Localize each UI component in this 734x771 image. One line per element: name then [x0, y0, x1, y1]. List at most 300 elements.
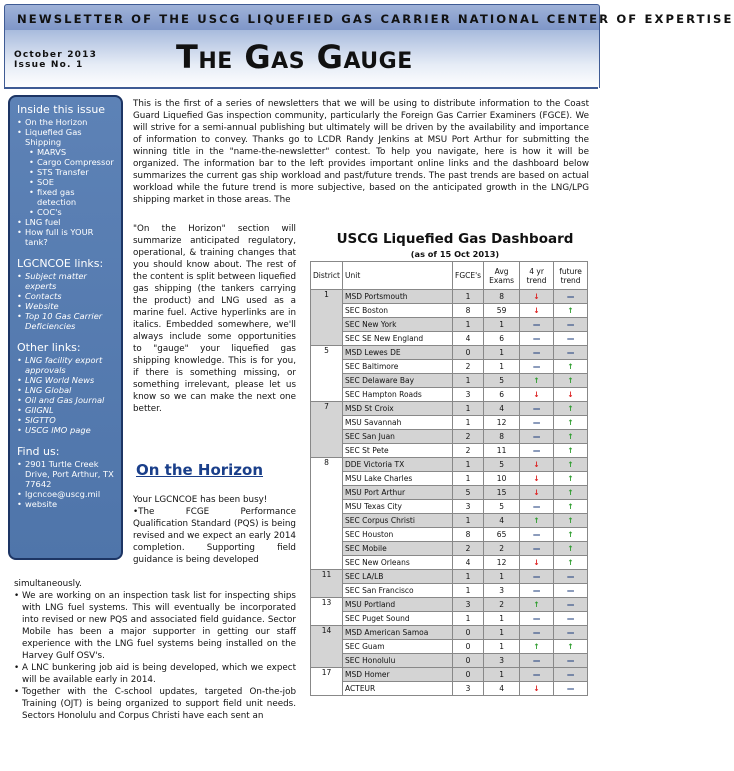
avg-exams-cell: 1 [484, 360, 520, 374]
unit-cell: SEC LA/LB [343, 570, 453, 584]
intro-continued: "On the Horizon" section will summarize anticipated regulatory, operational, & training changes that you should know about. The rest of the content is split between liquefied gas shipping (the tankers carrying the product) and LNG used as a marine fuel. Active hyperlinks are in italics. Embedded somewhere, we'll always include some opportunities to "gauge" your liquefied gas shipping knowledge. This is for you, if there is something missing, or something irrelevant, please let us know so we can make the next one better. [133, 224, 296, 414]
district-cell: 7 [311, 402, 343, 458]
4yr-trend-arrow-flat-dash-icon: — [532, 418, 541, 427]
fgce-cell: 4 [453, 556, 484, 570]
on-the-horizon-heading: On the Horizon [136, 461, 264, 479]
fgce-cell: 1 [453, 570, 484, 584]
future-trend-arrow-up-arrow-icon: ↑ [567, 488, 574, 497]
fgce-cell: 8 [453, 528, 484, 542]
avg-exams-cell: 8 [484, 430, 520, 444]
dashboard-title: USCG Liquefied Gas Dashboard [336, 231, 574, 247]
unit-cell: SEC New York [343, 318, 453, 332]
avg-exams-cell: 5 [484, 374, 520, 388]
dashboard-row [311, 318, 588, 332]
dashboard-row [311, 682, 588, 696]
4yr-trend-cell [520, 654, 554, 668]
unit-cell: MSD St Croix [343, 402, 453, 416]
avg-exams-cell: 1 [484, 570, 520, 584]
future-trend-cell [554, 668, 588, 682]
dashboard-row [311, 640, 588, 654]
future-trend-arrow-up-arrow-icon: ↑ [567, 418, 574, 427]
4yr-trend-cell [520, 360, 554, 374]
future-trend-arrow-flat-dash-icon: — [566, 684, 575, 693]
banner-text: NEWSLETTER OF THE USCG LIQUEFIED GAS CARRIER NATIONAL CENTER OF EXPERTISE [17, 12, 734, 26]
4yr-trend-arrow-flat-dash-icon: — [532, 334, 541, 343]
4yr-trend-arrow-flat-dash-icon: — [532, 628, 541, 637]
future-trend-cell [554, 556, 588, 570]
fgce-cell: 4 [453, 332, 484, 346]
4yr-trend-arrow-up-arrow-icon: ↑ [533, 642, 540, 651]
unit-cell: ACTEUR [343, 682, 453, 696]
4yr-trend-arrow-flat-dash-icon: — [532, 404, 541, 413]
district-cell: 11 [311, 570, 343, 598]
unit-cell: SEC Baltimore [343, 360, 453, 374]
4yr-trend-cell [520, 458, 554, 472]
fgce-cell: 1 [453, 416, 484, 430]
future-trend-arrow-up-arrow-icon: ↑ [567, 516, 574, 525]
4yr-trend-cell [520, 556, 554, 570]
4yr-trend-arrow-up-arrow-icon: ↑ [533, 376, 540, 385]
4yr-trend-arrow-down-arrow-icon: ↓ [533, 474, 540, 483]
fgce-cell: 3 [453, 388, 484, 402]
4yr-trend-arrow-down-arrow-icon: ↓ [533, 684, 540, 693]
4yr-trend-arrow-flat-dash-icon: — [532, 502, 541, 511]
district-cell: 14 [311, 626, 343, 668]
dashboard-row [311, 346, 588, 360]
future-trend-cell [554, 290, 588, 304]
fgce-cell: 1 [453, 472, 484, 486]
future-trend-arrow-flat-dash-icon: — [566, 348, 575, 357]
unit-cell: SEC Hampton Roads [343, 388, 453, 402]
avg-exams-cell: 1 [484, 612, 520, 626]
future-trend-cell [554, 654, 588, 668]
avg-exams-cell: 59 [484, 304, 520, 318]
horizon-bullets [14, 578, 296, 722]
other-links-list [17, 355, 116, 435]
future-trend-cell [554, 598, 588, 612]
dashboard-row [311, 472, 588, 486]
fgce-cell: 2 [453, 542, 484, 556]
4yr-trend-arrow-down-arrow-icon: ↓ [533, 488, 540, 497]
future-trend-arrow-up-arrow-icon: ↑ [567, 502, 574, 511]
avg-exams-cell: 6 [484, 388, 520, 402]
future-trend-arrow-up-arrow-icon: ↑ [567, 446, 574, 455]
4yr-trend-arrow-flat-dash-icon: — [532, 656, 541, 665]
unit-cell: SEC Delaware Bay [343, 374, 453, 388]
4yr-trend-cell [520, 290, 554, 304]
fgce-cell: 2 [453, 360, 484, 374]
horizon-bullet: • We are working on an inspection task list for inspecting ships with LNG fuel systems. This will eventually be incorporated into revised or new PQS and associated field guidance. Sector Mobile has been a major supporter in getting our staff experience with the LNG fuel systems being installed on the Harvey Gulf OSV's. [14, 590, 296, 662]
dashboard-row [311, 332, 588, 346]
avg-exams-cell: 4 [484, 514, 520, 528]
future-trend-cell [554, 528, 588, 542]
fgce-cell: 0 [453, 654, 484, 668]
4yr-trend-arrow-flat-dash-icon: — [532, 446, 541, 455]
other-link[interactable]: • Oil and Gas Journal [17, 395, 116, 405]
district-cell: 17 [311, 668, 343, 696]
avg-exams-cell: 4 [484, 682, 520, 696]
fgce-cell: 1 [453, 584, 484, 598]
dashboard-row [311, 416, 588, 430]
find-us-list [17, 459, 116, 509]
other-link[interactable]: • LNG World News [17, 375, 116, 385]
avg-exams-cell: 12 [484, 416, 520, 430]
future-trend-cell [554, 416, 588, 430]
4yr-trend-cell [520, 346, 554, 360]
inside-issue-item: • STS Transfer [17, 167, 116, 177]
future-trend-arrow-up-arrow-icon: ↑ [567, 306, 574, 315]
future-trend-arrow-flat-dash-icon: — [566, 614, 575, 623]
col-header-future-trend: future trend [554, 262, 588, 290]
inside-issue-item: • On the Horizon [17, 117, 116, 127]
future-trend-arrow-flat-dash-icon: — [566, 334, 575, 343]
other-link[interactable]: • USCG IMO page [17, 425, 116, 435]
dashboard-row [311, 500, 588, 514]
future-trend-cell [554, 374, 588, 388]
future-trend-cell [554, 472, 588, 486]
fgce-cell: 3 [453, 682, 484, 696]
unit-cell: SEC Honolulu [343, 654, 453, 668]
4yr-trend-cell [520, 416, 554, 430]
future-trend-cell [554, 430, 588, 444]
future-trend-cell [554, 612, 588, 626]
district-cell: 5 [311, 346, 343, 402]
future-trend-arrow-flat-dash-icon: — [566, 656, 575, 665]
district-cell: 13 [311, 598, 343, 626]
future-trend-cell [554, 444, 588, 458]
masthead-divider [4, 87, 598, 89]
dashboard-row [311, 626, 588, 640]
fgce-cell: 1 [453, 514, 484, 528]
inside-issue-item: • MARVS [17, 147, 116, 157]
unit-cell: MSD Portsmouth [343, 290, 453, 304]
4yr-trend-cell [520, 542, 554, 556]
avg-exams-cell: 1 [484, 318, 520, 332]
lgcncoe-link[interactable]: • Website [17, 301, 116, 311]
dashboard-row [311, 486, 588, 500]
future-trend-arrow-up-arrow-icon: ↑ [567, 432, 574, 441]
fgce-cell: 1 [453, 458, 484, 472]
future-trend-arrow-up-arrow-icon: ↑ [567, 460, 574, 469]
future-trend-arrow-down-arrow-icon: ↓ [567, 390, 574, 399]
4yr-trend-cell [520, 640, 554, 654]
avg-exams-cell: 12 [484, 556, 520, 570]
unit-cell: SEC Houston [343, 528, 453, 542]
4yr-trend-arrow-flat-dash-icon: — [532, 432, 541, 441]
dashboard-header-row [311, 262, 588, 290]
lgcncoe-link[interactable]: • Contacts [17, 291, 116, 301]
future-trend-cell [554, 626, 588, 640]
inside-issue-item: • LNG fuel [17, 217, 116, 227]
4yr-trend-arrow-up-arrow-icon: ↑ [533, 516, 540, 525]
fgce-cell: 1 [453, 402, 484, 416]
intro-paragraph: This is the first of a series of newsletters that we will be using to distribute information to the Coast Guard Liquefied Gas inspection community, particularly the Foreign Gas Carrier Examiners (FGCE). We will strive for a semi-annual publishing but ultimately will be driven by the availability and importance of information to convey. Thanks go to LCDR Randy Jenkins at MSU Port Arthur for submitting the winning title in the "name-the-newsletter" contest. To help you navigate, here is how it will be organized. The information bar to the left provides important online links and the dashboard below summarizes the current gas ship workload and past/future trends. The past trends are based on actual workload while the future trend is more subjective, based on the anticipated growth in the LNG/LPG shipping market in those areas. The [133, 99, 589, 205]
unit-cell: MSU Texas City [343, 500, 453, 514]
fgce-cell: 0 [453, 668, 484, 682]
fgce-cell: 3 [453, 598, 484, 612]
unit-cell: SEC San Francisco [343, 584, 453, 598]
4yr-trend-arrow-flat-dash-icon: — [532, 544, 541, 553]
avg-exams-cell: 5 [484, 500, 520, 514]
unit-cell: SEC Guam [343, 640, 453, 654]
dashboard-row [311, 360, 588, 374]
future-trend-cell [554, 640, 588, 654]
future-trend-arrow-up-arrow-icon: ↑ [567, 642, 574, 651]
other-links-heading: Other links: [17, 341, 81, 354]
lgcncoe-links-list [17, 271, 116, 331]
inside-issue-item: • COC's [17, 207, 116, 217]
avg-exams-cell: 6 [484, 332, 520, 346]
inside-issue-list [17, 117, 116, 247]
avg-exams-cell: 8 [484, 290, 520, 304]
4yr-trend-cell [520, 682, 554, 696]
fgce-cell: 2 [453, 430, 484, 444]
inside-issue-item: • fixed gas detection [17, 187, 116, 207]
dashboard-row [311, 402, 588, 416]
inside-issue-item: • SOE [17, 177, 116, 187]
4yr-trend-cell [520, 430, 554, 444]
future-trend-cell [554, 332, 588, 346]
fgce-cell: 2 [453, 444, 484, 458]
fgce-cell: 3 [453, 500, 484, 514]
unit-cell: SEC San Juan [343, 430, 453, 444]
unit-cell: MSD American Samoa [343, 626, 453, 640]
horizon-bullet: • A LNC bunkering job aid is being developed, which we expect will be available early in 2014. [14, 662, 296, 686]
find-us-item: • 2901 Turtle Creek Drive, Port Arthur, TX 77642 [17, 459, 116, 489]
future-trend-cell [554, 318, 588, 332]
fgce-cell: 8 [453, 304, 484, 318]
avg-exams-cell: 5 [484, 458, 520, 472]
unit-cell: SEC SE New England [343, 332, 453, 346]
find-us-item[interactable]: • website [17, 499, 116, 509]
future-trend-cell [554, 346, 588, 360]
4yr-trend-cell [520, 444, 554, 458]
future-trend-arrow-up-arrow-icon: ↑ [567, 558, 574, 567]
4yr-trend-arrow-flat-dash-icon: — [532, 348, 541, 357]
other-link[interactable]: • LNG facility export approvals [17, 355, 116, 375]
future-trend-cell [554, 360, 588, 374]
future-trend-cell [554, 514, 588, 528]
4yr-trend-cell [520, 500, 554, 514]
future-trend-cell [554, 486, 588, 500]
4yr-trend-cell [520, 318, 554, 332]
dashboard-row [311, 290, 588, 304]
4yr-trend-arrow-down-arrow-icon: ↓ [533, 306, 540, 315]
other-link[interactable]: • LNG Global [17, 385, 116, 395]
4yr-trend-arrow-down-arrow-icon: ↓ [533, 390, 540, 399]
dashboard-row [311, 570, 588, 584]
unit-cell: SEC Mobile [343, 542, 453, 556]
4yr-trend-arrow-down-arrow-icon: ↓ [533, 292, 540, 301]
future-trend-arrow-flat-dash-icon: — [566, 572, 575, 581]
4yr-trend-arrow-flat-dash-icon: — [532, 362, 541, 371]
inside-issue-item: • Liquefied Gas Shipping [17, 127, 116, 147]
future-trend-cell [554, 570, 588, 584]
unit-cell: MSD Homer [343, 668, 453, 682]
4yr-trend-cell [520, 612, 554, 626]
horizon-pqs-continued: simultaneously. [14, 579, 82, 589]
dashboard-row [311, 388, 588, 402]
fgce-cell: 1 [453, 290, 484, 304]
avg-exams-cell: 2 [484, 542, 520, 556]
4yr-trend-cell [520, 570, 554, 584]
4yr-trend-cell [520, 402, 554, 416]
avg-exams-cell: 4 [484, 402, 520, 416]
fgce-cell: 0 [453, 346, 484, 360]
dashboard-subtitle: (as of 15 Oct 2013) [410, 249, 500, 259]
dashboard-row [311, 556, 588, 570]
avg-exams-cell: 65 [484, 528, 520, 542]
avg-exams-cell: 11 [484, 444, 520, 458]
other-link[interactable]: • GIIGNL [17, 405, 116, 415]
lgcncoe-link[interactable]: • Subject matter experts [17, 271, 116, 291]
unit-cell: MSU Port Arthur [343, 486, 453, 500]
future-trend-arrow-flat-dash-icon: — [566, 586, 575, 595]
4yr-trend-cell [520, 528, 554, 542]
dashboard-row [311, 542, 588, 556]
col-header-4yr-trend: 4 yr trend [520, 262, 554, 290]
avg-exams-cell: 1 [484, 626, 520, 640]
horizon-bullet-list [14, 590, 296, 722]
future-trend-arrow-flat-dash-icon: — [566, 320, 575, 329]
4yr-trend-arrow-down-arrow-icon: ↓ [533, 558, 540, 567]
col-header-unit: Unit [343, 262, 453, 290]
col-header-district: District [311, 262, 343, 290]
future-trend-arrow-up-arrow-icon: ↑ [567, 544, 574, 553]
future-trend-arrow-up-arrow-icon: ↑ [567, 362, 574, 371]
dashboard-row [311, 584, 588, 598]
unit-cell: SEC Boston [343, 304, 453, 318]
dashboard-row [311, 654, 588, 668]
avg-exams-cell: 1 [484, 640, 520, 654]
unit-cell: MSU Portland [343, 598, 453, 612]
dashboard-row [311, 374, 588, 388]
inside-issue-heading: Inside this issue [17, 103, 106, 116]
unit-cell: MSU Lake Charles [343, 472, 453, 486]
horizon-paragraph [133, 494, 296, 566]
dashboard-row [311, 304, 588, 318]
dashboard-row [311, 514, 588, 528]
fgce-cell: 1 [453, 612, 484, 626]
horizon-intro: Your LGCNCOE has been busy! [133, 495, 268, 505]
inside-issue-item: • Cargo Compressor [17, 157, 116, 167]
future-trend-arrow-up-arrow-icon: ↑ [567, 474, 574, 483]
dashboard-row [311, 444, 588, 458]
dashboard-table [310, 261, 588, 696]
future-trend-arrow-flat-dash-icon: — [566, 292, 575, 301]
find-us-item[interactable]: • lgcncoe@uscg.mil [17, 489, 116, 499]
future-trend-cell [554, 304, 588, 318]
unit-cell: SEC Puget Sound [343, 612, 453, 626]
issue-date: October 2013 [14, 50, 98, 60]
unit-cell: MSU Savannah [343, 416, 453, 430]
4yr-trend-cell [520, 626, 554, 640]
col-header-fgce: FGCE's [453, 262, 484, 290]
future-trend-cell [554, 682, 588, 696]
horizon-pqs: •The FCGE Performance Qualification Standard (PQS) is being revised and we expect an early 2014 completion. Supporting field guidance is being developed [133, 507, 296, 565]
dashboard-row [311, 430, 588, 444]
fgce-cell: 1 [453, 318, 484, 332]
future-trend-cell [554, 500, 588, 514]
avg-exams-cell: 3 [484, 584, 520, 598]
lgcncoe-link[interactable]: • Top 10 Gas Carrier Deficiencies [17, 311, 116, 331]
fgce-cell: 5 [453, 486, 484, 500]
dashboard-row [311, 528, 588, 542]
unit-cell: DDE Victoria TX [343, 458, 453, 472]
fgce-cell: 0 [453, 640, 484, 654]
col-header-avg-exams: Avg Exams [484, 262, 520, 290]
avg-exams-cell: 10 [484, 472, 520, 486]
future-trend-arrow-up-arrow-icon: ↑ [567, 530, 574, 539]
dashboard-row [311, 668, 588, 682]
4yr-trend-cell [520, 598, 554, 612]
avg-exams-cell: 1 [484, 668, 520, 682]
4yr-trend-arrow-down-arrow-icon: ↓ [533, 460, 540, 469]
unit-cell: SEC Corpus Christi [343, 514, 453, 528]
fgce-cell: 0 [453, 626, 484, 640]
dashboard-row [311, 612, 588, 626]
find-us-heading: Find us: [17, 445, 60, 458]
dashboard-row [311, 458, 588, 472]
future-trend-arrow-flat-dash-icon: — [566, 628, 575, 637]
4yr-trend-arrow-flat-dash-icon: — [532, 614, 541, 623]
4yr-trend-cell [520, 486, 554, 500]
future-trend-arrow-flat-dash-icon: — [566, 600, 575, 609]
dashboard-row [311, 598, 588, 612]
district-cell: 8 [311, 458, 343, 570]
4yr-trend-cell [520, 472, 554, 486]
unit-cell: SEC St Pete [343, 444, 453, 458]
future-trend-cell [554, 584, 588, 598]
future-trend-cell [554, 402, 588, 416]
4yr-trend-cell [520, 374, 554, 388]
future-trend-arrow-up-arrow-icon: ↑ [567, 376, 574, 385]
lgcncoe-links-heading: LGCNCOE links: [17, 257, 104, 270]
future-trend-arrow-flat-dash-icon: — [566, 670, 575, 679]
avg-exams-cell: 2 [484, 598, 520, 612]
issue-number: Issue No. 1 [14, 60, 84, 70]
fgce-cell: 1 [453, 374, 484, 388]
avg-exams-cell: 3 [484, 654, 520, 668]
4yr-trend-arrow-flat-dash-icon: — [532, 670, 541, 679]
inside-issue-item: • How full is YOUR tank? [17, 227, 116, 247]
4yr-trend-cell [520, 584, 554, 598]
future-trend-cell [554, 388, 588, 402]
4yr-trend-arrow-flat-dash-icon: — [532, 320, 541, 329]
4yr-trend-cell [520, 514, 554, 528]
unit-cell: SEC New Orleans [343, 556, 453, 570]
horizon-bullet: • Together with the C-school updates, targeted On-the-job Training (OJT) is being organized to support field unit needs. Sectors Honolulu and Corpus Christi have each sent an [14, 686, 296, 722]
avg-exams-cell: 15 [484, 486, 520, 500]
avg-exams-cell: 1 [484, 346, 520, 360]
newsletter-title: The Gas Gauge [176, 38, 413, 76]
district-cell: 1 [311, 290, 343, 346]
future-trend-cell [554, 542, 588, 556]
4yr-trend-arrow-up-arrow-icon: ↑ [533, 600, 540, 609]
4yr-trend-arrow-flat-dash-icon: — [532, 572, 541, 581]
future-trend-arrow-up-arrow-icon: ↑ [567, 404, 574, 413]
4yr-trend-arrow-flat-dash-icon: — [532, 530, 541, 539]
4yr-trend-cell [520, 332, 554, 346]
sidebar [8, 95, 123, 560]
4yr-trend-arrow-flat-dash-icon: — [532, 586, 541, 595]
other-link[interactable]: • SIGTTO [17, 415, 116, 425]
unit-cell: MSD Lewes DE [343, 346, 453, 360]
4yr-trend-cell [520, 668, 554, 682]
4yr-trend-cell [520, 388, 554, 402]
future-trend-cell [554, 458, 588, 472]
4yr-trend-cell [520, 304, 554, 318]
